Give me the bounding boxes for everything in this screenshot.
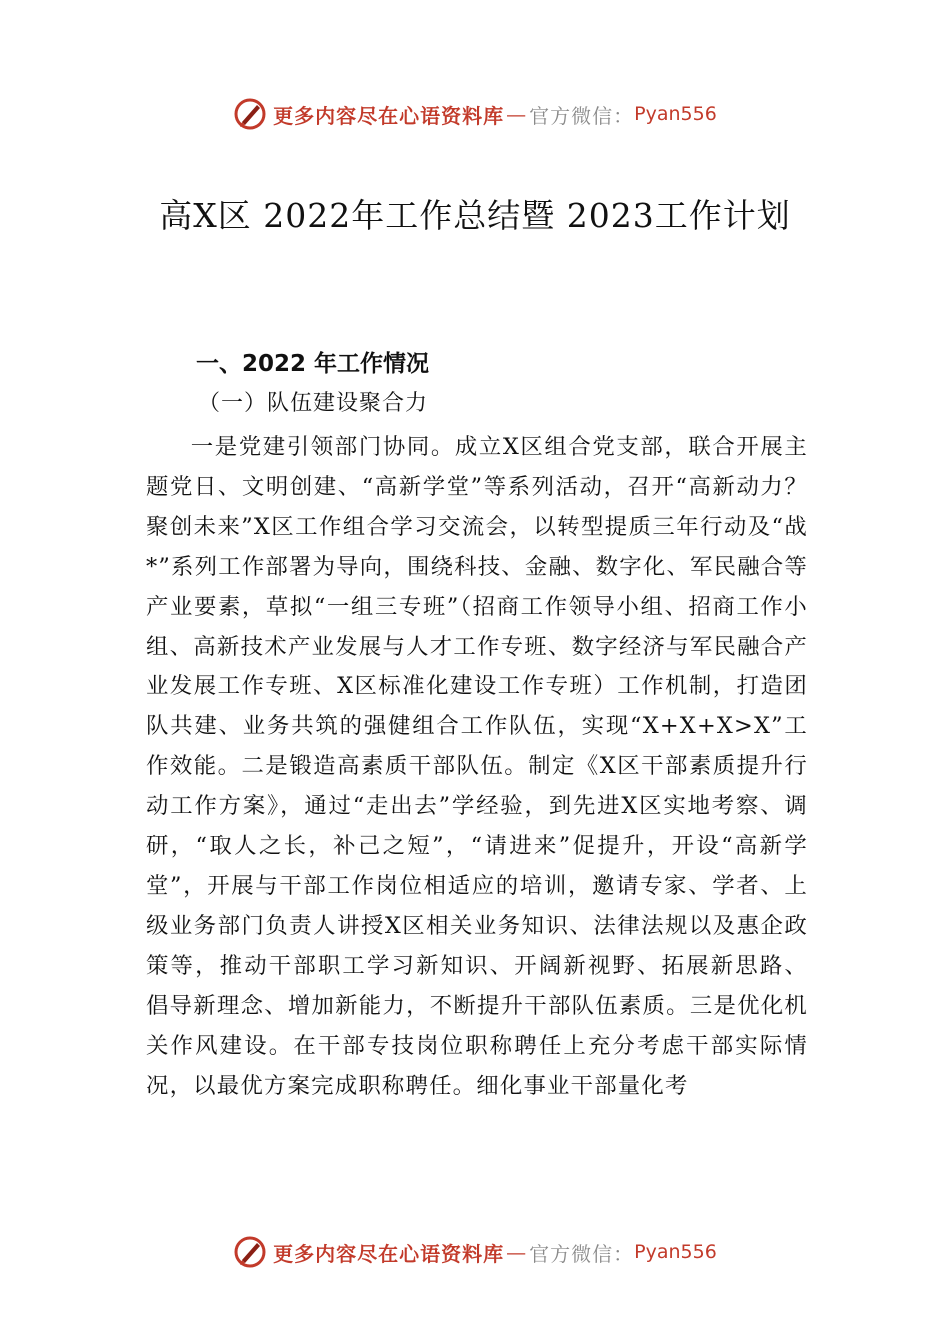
subsection-heading: （一）队伍建设聚合力 xyxy=(198,391,429,416)
banner-dash: — xyxy=(506,1240,528,1264)
banner-site-name: 更多内容尽在心语资料库 xyxy=(273,103,505,128)
banner-wechat-id: Pyan556 xyxy=(634,1241,717,1263)
footer-watermark-banner xyxy=(0,1232,950,1272)
banner-site-name: 更多内容尽在心语资料库 xyxy=(273,1241,505,1266)
pen-logo-icon xyxy=(233,97,267,131)
banner-wechat-label: 官方微信： xyxy=(529,103,635,128)
document-title: 高X区 2022年工作总结暨 2023工作计划 xyxy=(159,196,791,235)
pen-logo-icon xyxy=(233,1235,267,1269)
header-watermark-banner xyxy=(0,94,950,134)
section-heading: 一、2022 年工作情况 xyxy=(196,351,430,377)
banner-wechat-id: Pyan556 xyxy=(634,103,717,125)
banner-wechat-label: 官方微信： xyxy=(529,1241,635,1266)
body-paragraph: 一是党建引领部门协同。成立X区组合党支部，联合开展主题党日、文明创建、“高新学堂”等系列活动，召开“高新动力？聚创未来”X区工作组合学习交流会，以转型提质三年行动及“战*”系列工作部署为导向，围绕科技、金融、数字化、军民融合等产业要素，草拟“一组三专班”（招商工作领导小组、招商工作小组、高新技术产业发展与人才工作专班、数字经济与军民融合产业发展工作专班、X区标准化建设工作专班）工作机制，打造团队共建、业务共筑的强健组合工作队伍，实现“X+X+X>X”工作效能。二是锻造高素质干部队伍。制定《X区干部素质提升行动工作方案》，通过“走出去”学经验，到先进X区实地考察、调研，“取人之长，补己之短”，“请进来”促提升，开设“高新学堂”，开展与干部工作岗位相适应的培训，邀请专家、学者、上级业务部门负责人讲授X区相关业务知识、法律法规以及惠企政策等，推动干部职工学习新知识、开阔新视野、拓展新思路、 倡导新理念、增加新能力，不断提升干部队伍素质。三是优化机关作风建设。在干部专技岗位职称聘任上充分考虑干部实际情况，以最优方案完成职称聘任。细化事业干部量化考 xyxy=(146,434,808,1099)
banner-dash: — xyxy=(506,102,528,126)
